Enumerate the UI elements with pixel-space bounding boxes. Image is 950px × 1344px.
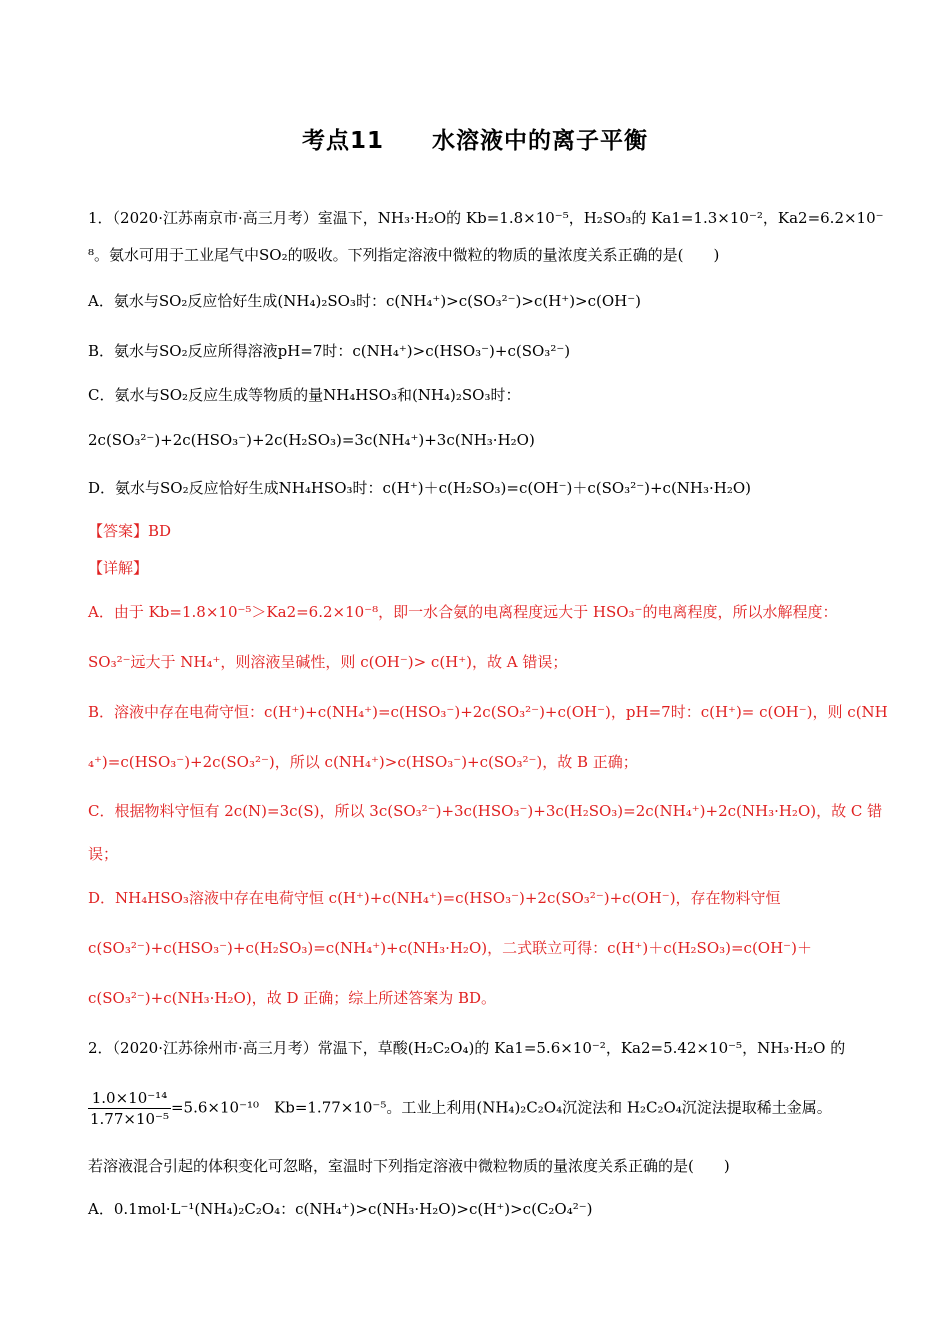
q1-option-a: A．氨水与SO₂反应恰好生成(NH₄)₂SO₃时：c(NH₄⁺)>c(SO₃²⁻)>c(H⁺)>c(OH⁻) (88, 292, 642, 310)
q2-stem-line1: 2．（2020·江苏徐州市·高三月考）常温下，草酸(H₂C₂O₄)的 Ka1=5.6×10⁻²，Ka2=5.42×10⁻⁵，NH₃·H₂O 的 (88, 1039, 846, 1057)
q2-stem-line3: 若溶液混合引起的体积变化可忽略，室温时下列指定溶液中微粒物质的量浓度关系正确的是( ) (88, 1157, 730, 1175)
q1-explain-c1: C．根据物料守恒有 2c(N)=3c(S)，所以 3c(SO₃²⁻)+3c(HSO₃⁻)+3c(H₂SO₃)=2c(NH₄⁺)+2c(NH₃·H₂O)，故 C 错 (88, 802, 883, 820)
q1-explain-c2: 误； (88, 845, 119, 863)
q1-option-c: C．氨水与SO₂反应生成等物质的量NH₄HSO₃和(NH₄)₂SO₃时： (88, 386, 521, 404)
q2-stem-line2 (88, 1088, 832, 1129)
detail-tag: 【详解】 (88, 559, 149, 577)
q1-explain-d2: c(SO₃²⁻)+c(HSO₃⁻)+c(H₂SO₃)=c(NH₄⁺)+c(NH₃·H₂O)，二式联立可得：c(H⁺)＋c(H₂SO₃)=c(OH⁻)＋ (88, 939, 812, 957)
answer-value: BD (148, 522, 172, 540)
answer-tag: 【答案】 (88, 522, 149, 540)
q1-stem-line2: ⁸。氨水可用于工业尾气中SO₂的吸收。下列指定溶液中微粒的物质的量浓度关系正确的是( ) (88, 246, 720, 264)
q1-explain-a2: SO₃²⁻远大于 NH₄⁺，则溶液呈碱性，则 c(OH⁻)> c(H⁺)，故 A 错误； (88, 653, 568, 671)
q1-option-b: B．氨水与SO₂反应所得溶液pH=7时：c(NH₄⁺)>c(HSO₃⁻)+c(SO₃²⁻) (88, 342, 571, 360)
q2-stem-line2-text: =5.6×10⁻¹⁰ Kb=1.77×10⁻⁵。工业上利用(NH₄)₂C₂O₄沉淀法和 H₂C₂O₄沉淀法提取稀土金属。 (170, 1098, 832, 1117)
q1-stem-line1: 1．（2020·江苏南京市·高三月考）室温下，NH₃·H₂O的 Kb=1.8×10⁻⁵，H₂SO₃的 Ka1=1.3×10⁻²，Ka2=6.2×10⁻ (88, 209, 884, 227)
q2-option-a: A．0.1mol·L⁻¹(NH₄)₂C₂O₄：c(NH₄⁺)>c(NH₃·H₂O)>c(H⁺)>c(C₂O₄²⁻) (88, 1200, 593, 1218)
q1-explain-a1: A．由于 Kb=1.8×10⁻⁵＞Ka2=6.2×10⁻⁸，即一水合氨的电离程度远大于 HSO₃⁻的电离程度，所以水解程度： (88, 603, 838, 621)
fraction (88, 1088, 171, 1129)
q1-explain-d1: D．NH₄HSO₃溶液中存在电荷守恒 c(H⁺)+c(NH₄⁺)=c(HSO₃⁻)+2c(SO₃²⁻)+c(OH⁻)，存在物料守恒 (88, 889, 781, 907)
q1-explain-d3: c(SO₃²⁻)+c(NH₃·H₂O)，故 D 正确；综上所述答案为 BD。 (88, 989, 497, 1007)
q1-answer (88, 521, 171, 541)
fraction-numerator: 1.0×10⁻¹⁴ (88, 1088, 171, 1109)
fraction-denominator: 1.77×10⁻⁵ (90, 1110, 169, 1128)
page-title: 考点11 水溶液中的离子平衡 (301, 128, 648, 154)
q1-option-c-equation: 2c(SO₃²⁻)+2c(HSO₃⁻)+2c(H₂SO₃)=3c(NH₄⁺)+3c(NH₃·H₂O) (88, 431, 535, 449)
q1-explain-b2: ₄⁺)=c(HSO₃⁻)+2c(SO₃²⁻)，所以 c(NH₄⁺)>c(HSO₃⁻)+c(SO₃²⁻)，故 B 正确； (88, 753, 638, 771)
q1-option-d: D．氨水与SO₂反应恰好生成NH₄HSO₃时：c(H⁺)＋c(H₂SO₃)=c(OH⁻)＋c(SO₃²⁻)+c(NH₃·H₂O) (88, 479, 752, 497)
q1-explain-b1: B．溶液中存在电荷守恒：c(H⁺)+c(NH₄⁺)=c(HSO₃⁻)+2c(SO₃²⁻)+c(OH⁻)，pH=7时：c(H⁺)= c(OH⁻)，则 c(NH (88, 703, 888, 721)
